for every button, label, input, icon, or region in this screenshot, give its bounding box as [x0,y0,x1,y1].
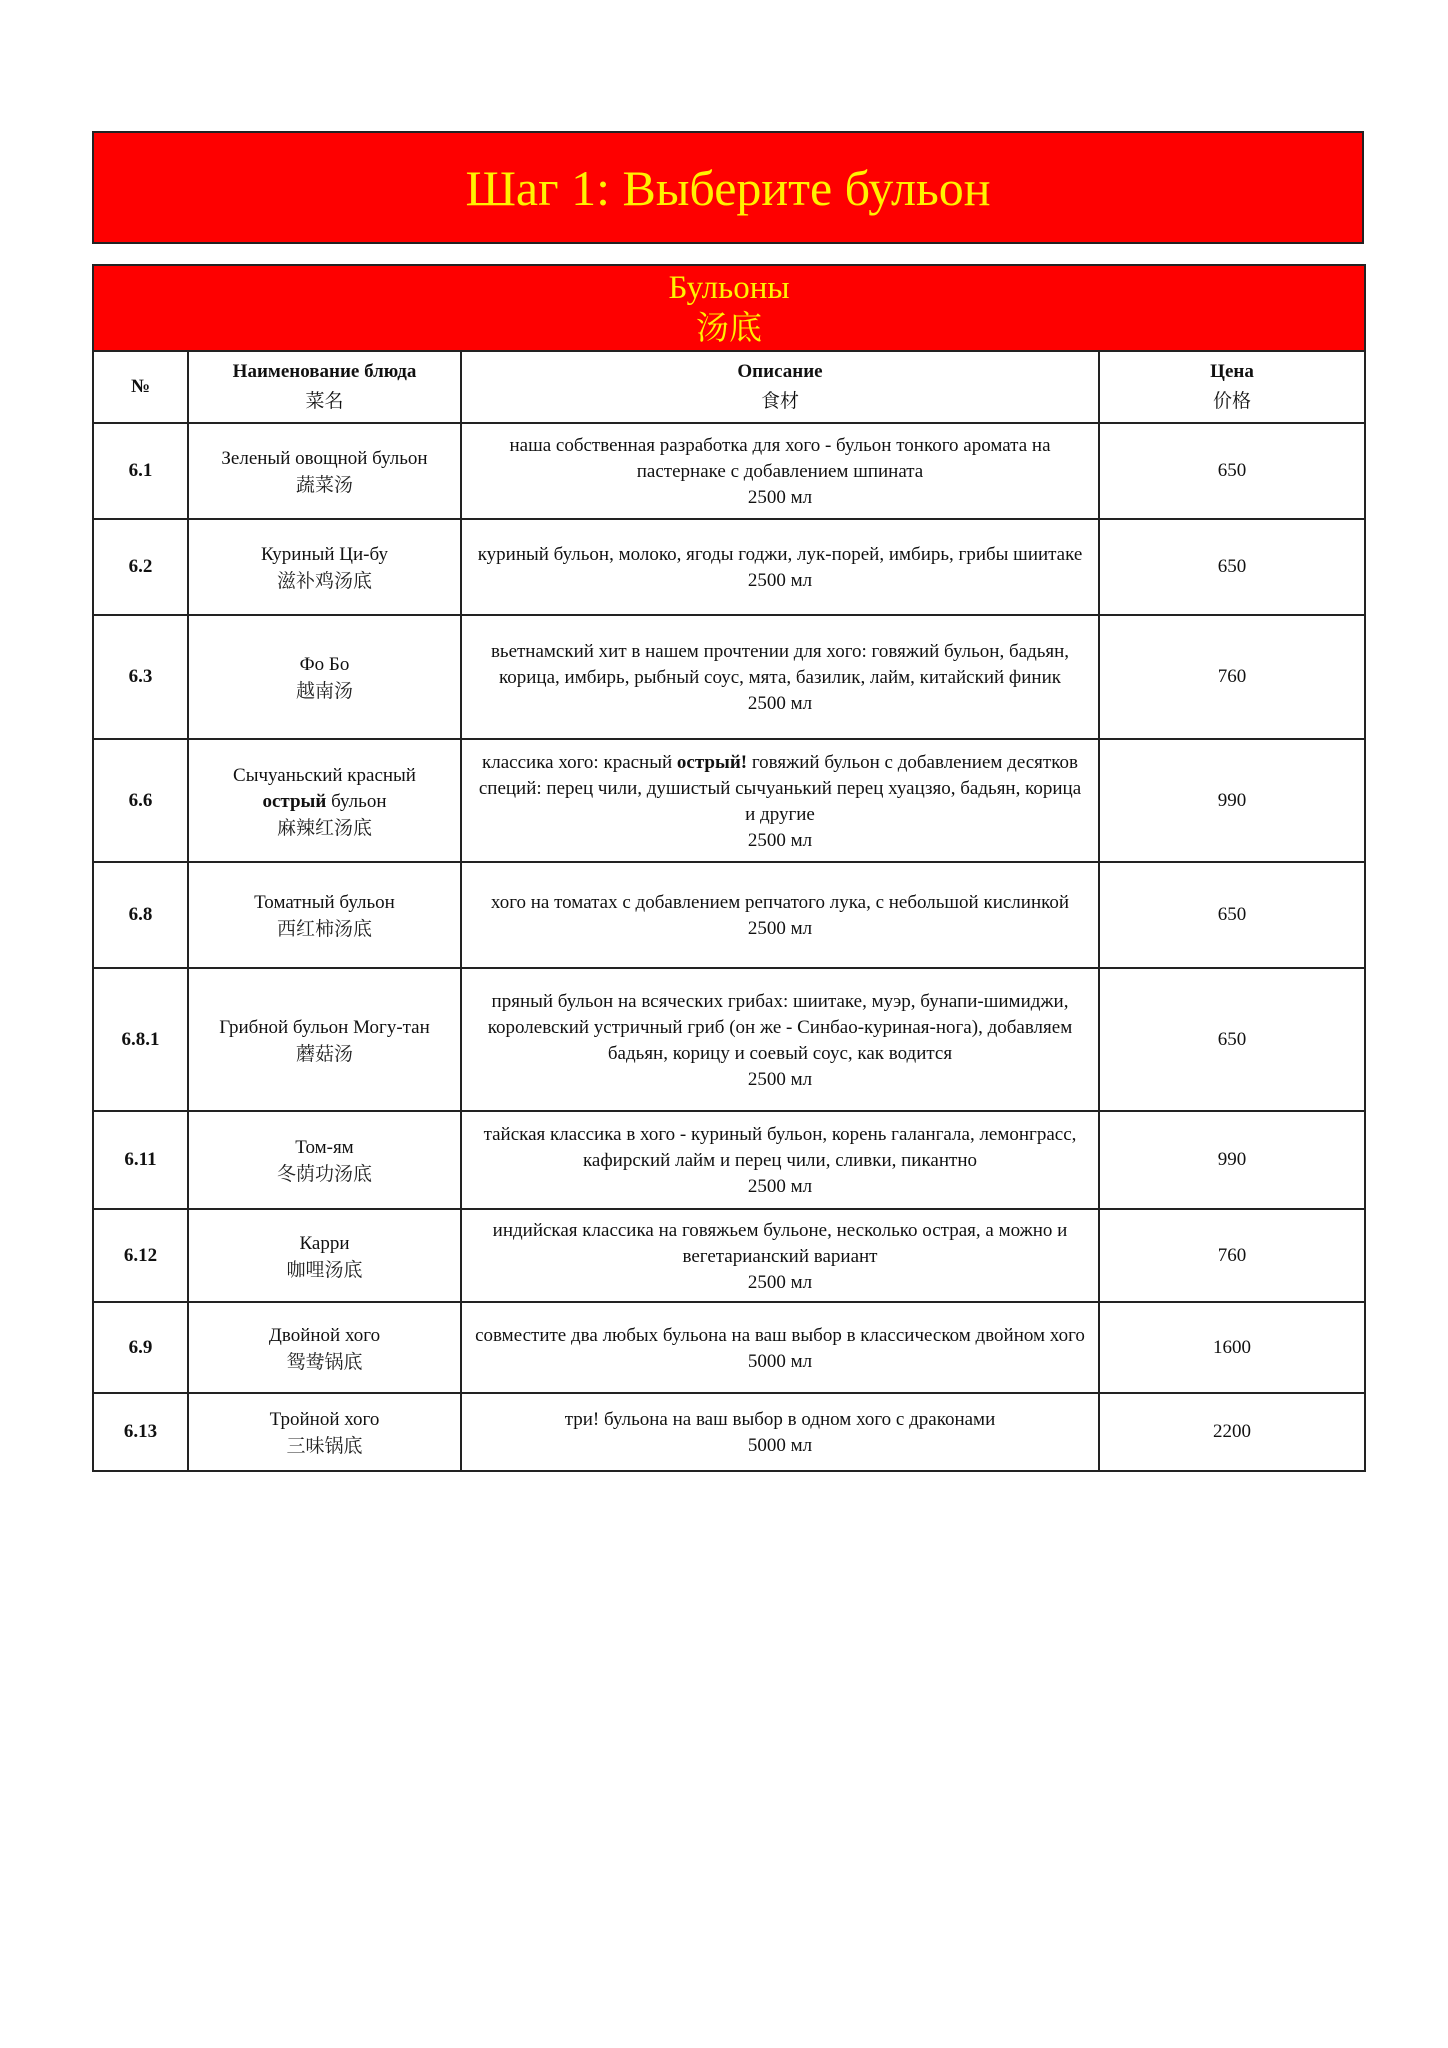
item-number: 6.1 [93,423,188,519]
item-volume: 2500 мл [747,487,813,508]
item-name-ru: Грибной бульон Могу-тан [219,1016,430,1038]
item-name-zh: 滋补鸡汤底 [276,570,372,592]
item-price: 2200 [1099,1393,1365,1471]
item-name-zh: 三味锅底 [286,1435,363,1457]
table-row [93,968,1365,1111]
item-price: 1600 [1099,1302,1365,1393]
col-name-header-zh: 菜名 [305,390,344,412]
col-desc-header-zh: 食材 [760,390,799,412]
item-price: 760 [1099,615,1365,739]
item-name-ru: Двойной хого [268,1324,381,1346]
item-volume: 2500 мл [747,693,813,714]
item-name-zh: 鸳鸯锅底 [286,1350,363,1373]
item-description: наша собственная разработка для хого - бульон тонкого аромата на пастернаке с добавлением шпината [509,435,1051,482]
broth-menu-table [92,264,1366,1472]
item-description: хого на томатах с добавлением репчатого лука, с небольшой кислинкой [490,892,1070,913]
table-row [93,1393,1365,1471]
col-price-header-ru: Цена [1210,361,1254,382]
item-price: 990 [1099,739,1365,862]
column-header-row [93,351,1365,423]
table-row [93,615,1365,739]
item-number: 6.9 [93,1302,188,1393]
section-title-zh: 汤底 [696,308,763,347]
item-description: куриный бульон, молоко, ягоды годжи, лук-порей, имбирь, грибы шиитаке [477,544,1083,565]
item-description [468,750,1092,828]
item-description: тайская классика в хого - куриный бульон, корень галангала, лемонграсс, кафирский лайм и перец чили, сливки, пикантно [483,1124,1077,1171]
item-name-ru: Карри [299,1232,350,1254]
item-volume: 2500 мл [747,829,813,851]
col-name-header-ru: Наименование блюда [232,361,417,382]
item-number: 6.11 [93,1111,188,1209]
item-volume: 5000 мл [747,1435,813,1456]
table-row [93,1111,1365,1209]
item-description: три! бульона на ваш выбор в одном хого с драконами [564,1409,996,1430]
item-price: 650 [1099,968,1365,1111]
table-row [93,862,1365,968]
item-name-part: Сычуаньский красный [233,764,416,786]
item-desc-part: говяжий бульон с добавлением десятков специй: перец чили, душистый сычуанький перец хуацзяо, бадьян, корица и другие [478,751,1082,825]
table-row [93,1209,1365,1302]
item-price: 650 [1099,862,1365,968]
table-row [93,423,1365,519]
page-title: Шаг 1: Выберите бульон [92,131,1364,244]
item-description: пряный бульон на всяческих грибах: шиитаке, муэр, бунапи-шимиджи, королевский устричный гриб (он же - Синбао-куриная-нога), добавляем бадьян, корицу и соевый соус, как водится [487,990,1073,1064]
item-price: 760 [1099,1209,1365,1302]
section-header [93,265,1365,351]
item-volume: 5000 мл [747,1350,813,1372]
item-name-ru: Том-ям [295,1137,354,1158]
item-number: 6.12 [93,1209,188,1302]
item-description: индийская классика на говяжьем бульоне, несколько острая, а можно и вегетарианский вариант [492,1219,1068,1267]
item-volume: 2500 мл [747,1271,813,1293]
item-price: 650 [1099,423,1365,519]
table-row [93,519,1365,615]
item-number: 6.3 [93,615,188,739]
item-number: 6.6 [93,739,188,862]
item-name-zh: 蘑菇汤 [295,1042,353,1065]
item-description: вьетнамский хит в нашем прочтении для хого: говяжий бульон, бадьян, корица, имбирь, рыбный соус, мята, базилик, лайм, китайский финик [490,641,1070,688]
item-desc-part: классика хого: красный [482,751,673,773]
item-name-zh: 咖哩汤底 [286,1258,363,1281]
item-price: 990 [1099,1111,1365,1209]
item-name-zh: 越南汤 [295,680,353,702]
table-row [93,739,1365,862]
item-number: 6.2 [93,519,188,615]
item-name-part: бульон [331,790,387,812]
item-name-emphasis: острый [262,790,327,812]
item-number: 6.8.1 [93,968,188,1111]
item-name-ru: Зеленый овощной бульон [221,448,428,469]
table-row [93,1302,1365,1393]
item-desc-emphasis: острый! [676,751,748,773]
item-volume: 2500 мл [747,1068,813,1090]
item-number: 6.8 [93,862,188,968]
item-name-zh: 冬荫功汤底 [276,1163,372,1185]
col-price-header-zh: 价格 [1213,390,1252,412]
item-name-ru: Фо Бо [299,654,350,675]
item-name-ru: Куриный Ци-бу [261,544,388,565]
item-volume: 2500 мл [747,918,813,939]
item-name-zh: 西红柿汤底 [276,918,372,940]
col-desc-header-ru: Описание [737,361,823,382]
item-volume: 2500 мл [747,1176,813,1197]
item-name-ru: Томатный бульон [254,892,395,913]
item-name-ru: Тройной хого [269,1409,380,1430]
item-number: 6.13 [93,1393,188,1471]
col-number-header: № [130,376,151,397]
item-volume: 2500 мл [747,570,813,591]
section-title-ru: Бульоны [668,270,790,306]
item-description: совместите два любых бульона на ваш выбор в классическом двойном хого [475,1324,1085,1346]
item-name-zh: 麻辣红汤底 [276,816,372,839]
item-name-zh: 蔬菜汤 [295,474,353,496]
item-name-ru [233,763,416,815]
item-price: 650 [1099,519,1365,615]
